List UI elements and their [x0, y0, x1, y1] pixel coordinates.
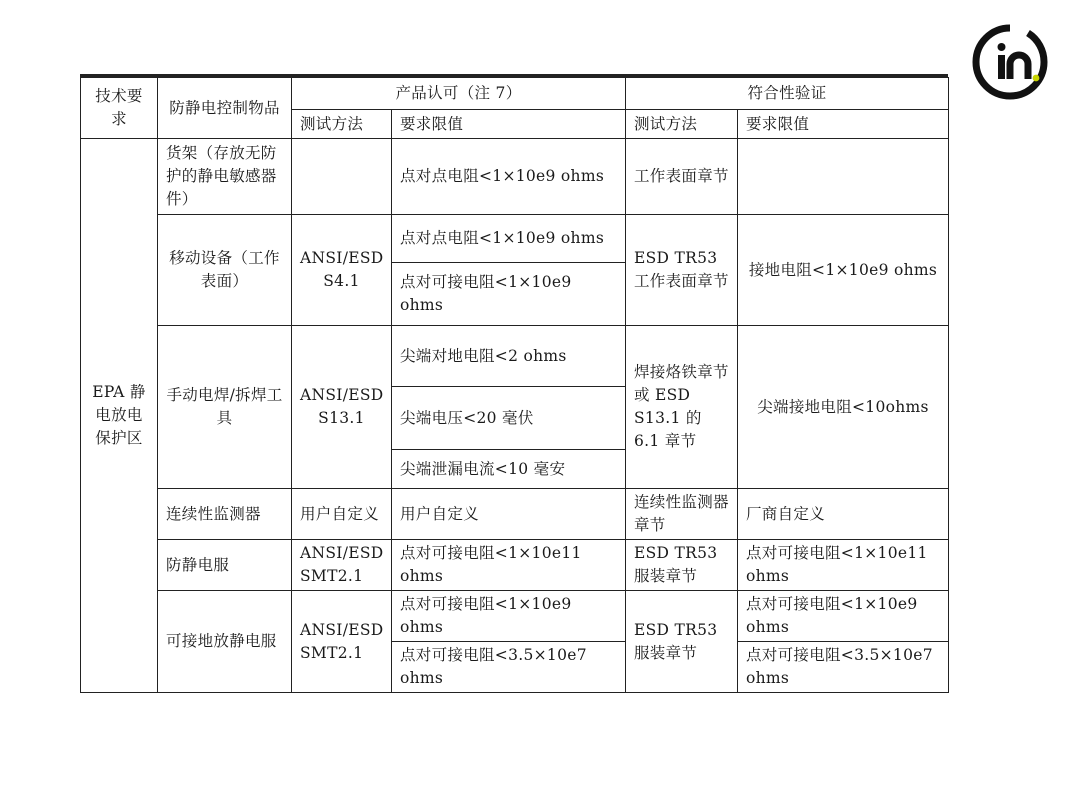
limit-soldering-3: 尖端泄漏电流<10 毫安 — [392, 450, 626, 489]
verify-limit-soldering: 尖端接地电阻<10ohms — [738, 326, 949, 489]
limit-groundable-garment-2: 点对可接电阻<3.5×10e7 ohms — [392, 642, 626, 693]
limit-mobile-1: 点对点电阻<1×10e9 ohms — [392, 215, 626, 263]
verify-method-continuity-monitor: 连续性监测器章节 — [626, 489, 738, 540]
limit-esd-garment: 点对可接电阻<1×10e11 ohms — [392, 540, 626, 591]
method-continuity-monitor: 用户自定义 — [292, 489, 392, 540]
header-test-method: 测试方法 — [292, 110, 392, 139]
method-groundable-garment: ANSI/ESD SMT2.1 — [292, 591, 392, 693]
item-mobile: 移动设备（工作表面） — [158, 215, 292, 326]
limit-soldering-2: 尖端电压<20 毫伏 — [392, 387, 626, 450]
verify-limit-groundable-garment-1: 点对可接电阻<1×10e9 ohms — [738, 591, 949, 642]
verify-method-shelf: 工作表面章节 — [626, 139, 738, 215]
method-esd-garment: ANSI/ESD SMT2.1 — [292, 540, 392, 591]
method-soldering-tool: ANSI/ESD S13.1 — [292, 326, 392, 489]
area-cell: EPA 静电放电保护区 — [81, 139, 158, 693]
limit-groundable-garment-1: 点对可接电阻<1×10e9 ohms — [392, 591, 626, 642]
verify-limit-mobile: 接地电阻<1×10e9 ohms — [738, 215, 949, 326]
limit-shelf: 点对点电阻<1×10e9 ohms — [392, 139, 626, 215]
limit-mobile-2: 点对可接电阻<1×10e9 ohms — [392, 263, 626, 326]
header-product-approval: 产品认可（注 7） — [292, 78, 626, 110]
verify-method-esd-garment: ESD TR53 服装章节 — [626, 540, 738, 591]
item-groundable-garment: 可接地放静电服 — [158, 591, 292, 693]
verify-method-soldering: 焊接烙铁章节或 ESD S13.1 的 6.1 章节 — [626, 326, 738, 489]
header-requirement-limit: 要求限值 — [392, 110, 626, 139]
item-shelf: 货架（存放无防护的静电敏感器件） — [158, 139, 292, 215]
esd-requirements-table — [80, 77, 949, 693]
verify-limit-continuity-monitor: 厂商自定义 — [738, 489, 949, 540]
header-tech-requirement: 技术要求 — [81, 78, 158, 139]
verify-limit-shelf — [738, 139, 949, 215]
verify-method-groundable-garment: ESD TR53 服装章节 — [626, 591, 738, 693]
item-soldering-tool: 手动电焊/拆焊工具 — [158, 326, 292, 489]
header-compliance-verification: 符合性验证 — [626, 78, 949, 110]
method-mobile: ANSI/ESD S4.1 — [292, 215, 392, 326]
method-shelf — [292, 139, 392, 215]
verify-method-mobile: ESD TR53 工作表面章节 — [626, 215, 738, 326]
header-control-item: 防静电控制物品 — [158, 78, 292, 139]
item-esd-garment: 防静电服 — [158, 540, 292, 591]
verify-limit-groundable-garment-2: 点对可接电阻<3.5×10e7 ohms — [738, 642, 949, 693]
limit-soldering-1: 尖端对地电阻<2 ohms — [392, 326, 626, 387]
header-requirement-limit-2: 要求限值 — [738, 110, 949, 139]
limit-continuity-monitor: 用户自定义 — [392, 489, 626, 540]
verify-limit-esd-garment: 点对可接电阻<1×10e11 ohms — [738, 540, 949, 591]
header-test-method-2: 测试方法 — [626, 110, 738, 139]
item-continuity-monitor: 连续性监测器 — [158, 489, 292, 540]
in-logo-icon — [970, 22, 1050, 102]
